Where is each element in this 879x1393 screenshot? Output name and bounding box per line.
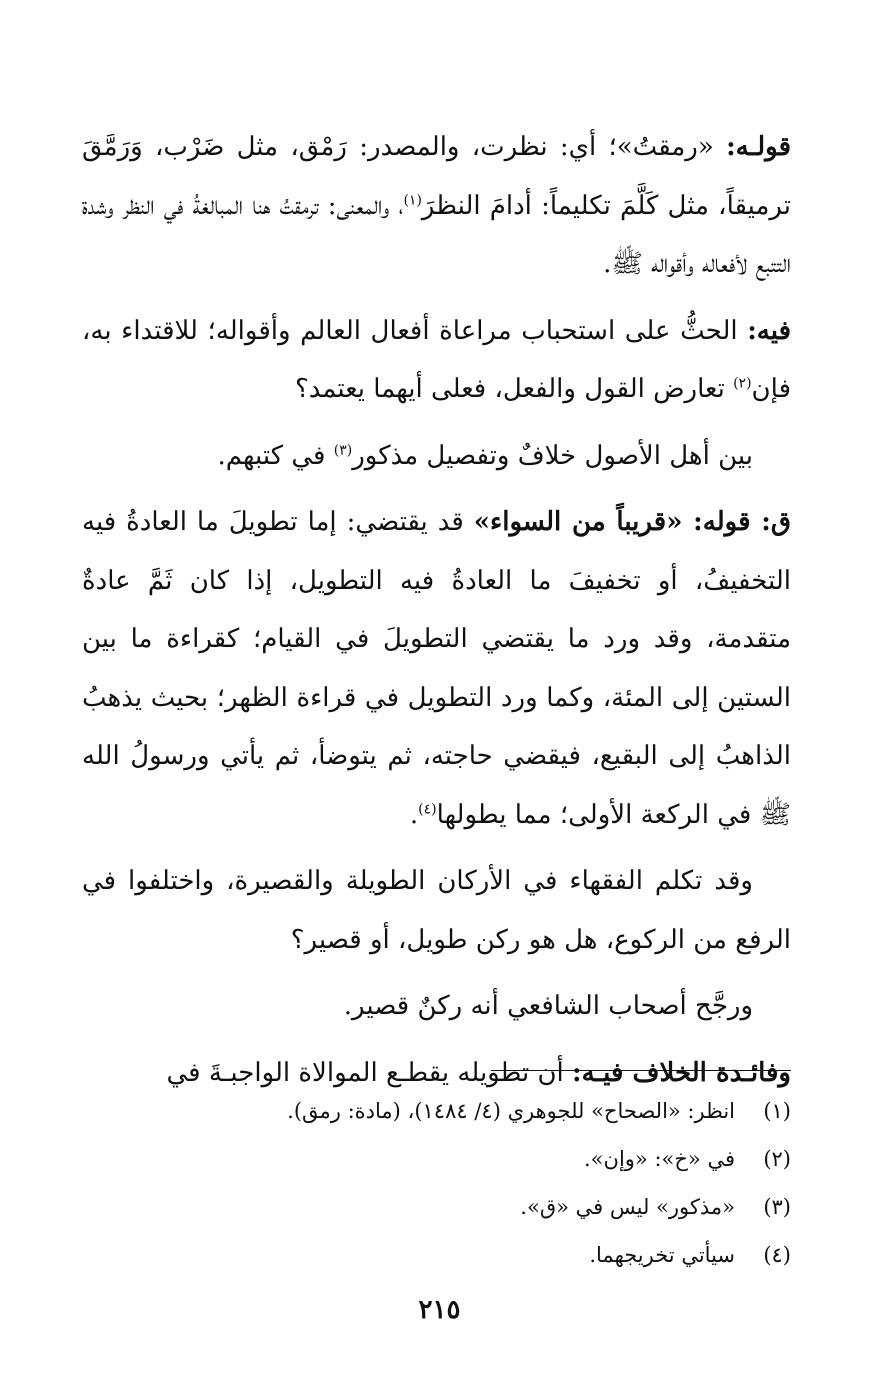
footnote-ref-2[interactable]: (٢) bbox=[733, 375, 752, 392]
paragraph-4-text-a: قد يقتضي: إما تطويلَ ما العادةُ فيه التخفيفُ، أو تخفيفَ ما العادةُ فيه التطويل، إذا كان ثَمَّ عادةٌ متقدمة، وقد ورد ما يقتضي التطويلَ في القيام؛ كقراءة ما بين الستين إلى المئة، وكما ورد التطويل في قراءة الظهر؛ بحيث يذهبُ الذاهبُ إلى البقيع، فيقضي حاجته، ثم يتوضأ، ثم يأتي ورسولُ الله ﷺ في الركعة الأولى؛ مما يطولها bbox=[82, 507, 791, 830]
paragraph-2-text-a: الحثُّ على استحباب مراعاة أفعال العالم وأقواله؛ للاقتداء به، فإن bbox=[82, 315, 791, 404]
paragraph-4-text-b: . bbox=[409, 799, 419, 830]
paragraph-1-text-b: ، والمعنى: ترمقتُ هنا المبالغةُ في النظر وشدة التتبع لأفعاله وأقواله ﷺ. bbox=[82, 190, 791, 279]
paragraph-3 bbox=[82, 427, 791, 486]
paragraph-2-text-b: تعارض القول والفعل، فعلى أيهما يعتمد؟ bbox=[294, 374, 734, 404]
paragraph-7-lead: وفائـدة الخلاف فيـه: bbox=[572, 1057, 791, 1088]
paragraph-4 bbox=[82, 493, 791, 844]
footnote-ref-3[interactable]: (٣) bbox=[333, 441, 353, 458]
footnote-item bbox=[82, 1087, 791, 1135]
footnote-number: (٣) bbox=[763, 1195, 791, 1219]
page-number: ٢١٥ bbox=[418, 1295, 461, 1325]
footnote-text: انظر: «الصحاح» للجوهري (٤/ ١٤٨٤)، (مادة: رمق). bbox=[287, 1099, 735, 1123]
footnote-number: (١) bbox=[763, 1099, 791, 1123]
footnote-ref-4[interactable]: (٤) bbox=[418, 800, 437, 817]
paragraph-7-text: أن تطويله يقطـع الموالاة الواجبـةَ في bbox=[166, 1057, 573, 1088]
footnote-item bbox=[82, 1183, 791, 1231]
footnote-ref-1[interactable]: (١) bbox=[403, 191, 422, 208]
footnote-item bbox=[82, 1231, 791, 1279]
footnote-divider bbox=[491, 1070, 791, 1071]
paragraph-5 bbox=[82, 852, 791, 969]
paragraph-1-text-a: «رمقتُ»؛ أي: نظرت، والمصدر: رَمْق، مثل ضَرْب، وَرَمَّقَ ترميقاً، مثل كَلَّمَ تكليماً: أدامَ النظرَ bbox=[82, 132, 791, 221]
footnote-text: في «خ»: «وإن». bbox=[584, 1147, 735, 1171]
paragraph-5-text: وقد تكلم الفقهاء في الأركان الطويلة والقصيرة، واختلفوا في الرفع من الركوع، هل هو ركن طويل، أو قصير؟ bbox=[82, 866, 791, 955]
footnotes bbox=[82, 1087, 791, 1279]
paragraph-3-text-b: في كتبهم. bbox=[217, 440, 334, 471]
footnote-number: (٤) bbox=[763, 1243, 791, 1267]
paragraph-2-lead: فيه: bbox=[747, 315, 791, 346]
paragraph-3-text-a: بين أهل الأصول خلافٌ وتفصيل مذكور bbox=[352, 440, 753, 471]
footnote-number: (٢) bbox=[763, 1147, 791, 1171]
paragraph-6-text: ورجَّح أصحاب الشافعي أنه ركنٌ قصير. bbox=[343, 991, 753, 1021]
main-text bbox=[82, 118, 791, 1102]
footnote-text: سيأتي تخريجهما. bbox=[589, 1243, 735, 1267]
paragraph-4-lead: ق: قوله: «قريباً من السواء» bbox=[473, 507, 791, 537]
footnote-item bbox=[82, 1135, 791, 1183]
footnote-text: «مذكور» ليس في «ق». bbox=[520, 1195, 735, 1219]
paragraph-1 bbox=[82, 118, 791, 294]
paragraph-2 bbox=[82, 302, 791, 419]
paragraph-1-lead: قولـه: bbox=[726, 132, 791, 162]
paragraph-6 bbox=[82, 977, 791, 1036]
